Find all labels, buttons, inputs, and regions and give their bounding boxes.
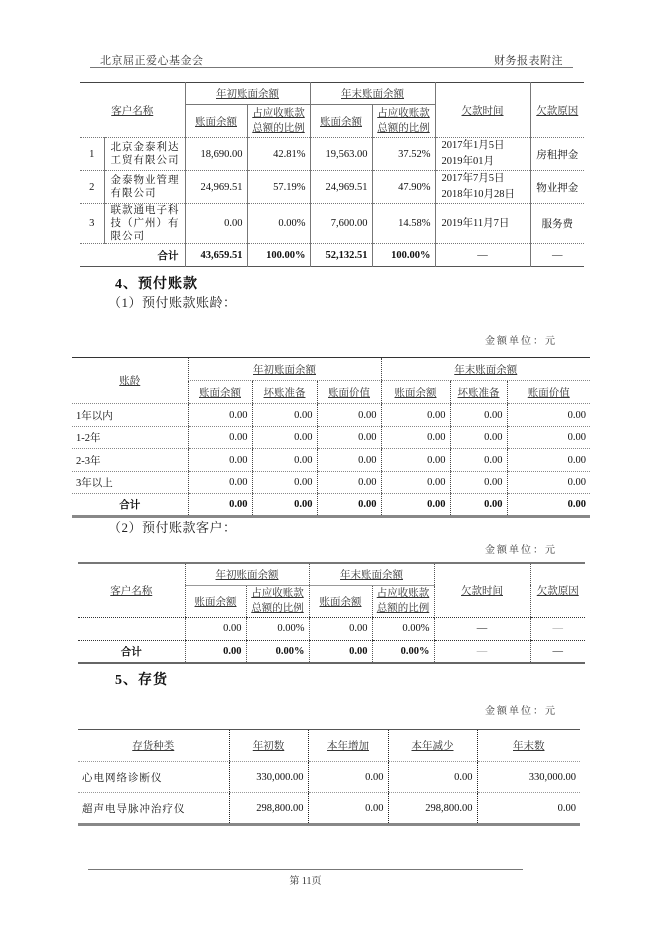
value-cell: 0.00 — [188, 427, 252, 449]
table-row — [80, 138, 584, 171]
total-value: 0.00 — [450, 494, 507, 517]
closing-balance: 19,563.00 — [310, 138, 372, 171]
total-closing-balance: 52,132.51 — [310, 244, 372, 267]
header-closing-balance: 账面余额 — [310, 105, 372, 138]
aging-subtitle: （1）预付账款账龄： — [108, 295, 237, 310]
opening-balance: 0.00 — [185, 204, 247, 244]
table-row — [78, 793, 580, 825]
opening-balance: 24,969.51 — [185, 171, 247, 204]
total-closing-balance: 0.00 — [309, 640, 372, 663]
table-row — [72, 404, 590, 427]
closing-balance: 24,969.51 — [310, 171, 372, 204]
value-cell: 0.00 — [507, 404, 590, 427]
aging-label: 2-3年 — [72, 449, 188, 472]
closing-value: 0.00 — [477, 793, 580, 825]
total-label: 合计 — [80, 244, 185, 267]
total-closing-ratio: 100.00% — [372, 244, 435, 267]
value-cell: 0.00 — [252, 427, 317, 449]
due-reason: 物业押金 — [530, 171, 584, 204]
receivables-table — [80, 82, 584, 267]
value-cell: 0.00 — [252, 404, 317, 427]
total-row — [80, 244, 584, 267]
section-4-title: 4、预付账款 — [115, 277, 198, 292]
table-row — [80, 204, 584, 244]
value-cell: 0.00 — [381, 427, 450, 449]
aging-label: 1年以内 — [72, 404, 188, 427]
header-category: 存货种类 — [78, 730, 229, 762]
total-label: 合计 — [72, 494, 188, 517]
decrease-value: 0.00 — [388, 762, 477, 793]
value-cell: 0.00 — [252, 449, 317, 472]
value-cell: 0.00 — [450, 449, 507, 472]
value-cell: 0.00 — [188, 404, 252, 427]
header-aging: 账龄 — [72, 358, 188, 404]
table-row — [72, 427, 590, 449]
total-value: 0.00 — [507, 494, 590, 517]
total-value: 0.00 — [188, 494, 252, 517]
customer-name: 联款通电子科技（广州）有限公司 — [104, 204, 185, 244]
opening-ratio: 0.00% — [247, 204, 310, 244]
closing-ratio: 0.00% — [372, 617, 434, 640]
header-opening-group: 年初账面余额 — [188, 358, 381, 381]
header-closing-balance: 账面余额 — [309, 585, 372, 617]
header-opening-ratio: 占应收账款 总额的比例 — [246, 585, 309, 617]
amount-unit-label: 金额单位：元 — [485, 336, 557, 347]
value-cell: 0.00 — [317, 427, 381, 449]
header-closing-balance: 账面余额 — [381, 381, 450, 404]
total-due-time: — — [435, 244, 530, 267]
total-opening-ratio: 0.00% — [246, 640, 309, 663]
header-due-reason: 欠款原因 — [530, 563, 585, 617]
header-opening-bad-debt: 坏账准备 — [252, 381, 317, 404]
opening-balance: 18,690.00 — [185, 138, 247, 171]
header-due-reason: 欠款原因 — [530, 83, 584, 138]
closing-ratio: 37.52% — [372, 138, 435, 171]
customer-subtitle: （2）预付账款客户： — [108, 520, 237, 535]
value-cell: 0.00 — [188, 472, 252, 494]
closing-balance: 7,600.00 — [310, 204, 372, 244]
prepayment-customer-table — [78, 562, 585, 664]
row-number: 3 — [80, 204, 104, 244]
closing-balance: 0.00 — [309, 617, 372, 640]
header-closing: 年末数 — [477, 730, 580, 762]
header-due-time: 欠款时间 — [435, 83, 530, 138]
aging-label: 3年以上 — [72, 472, 188, 494]
value-cell: 0.00 — [381, 472, 450, 494]
table-header-row — [78, 563, 585, 585]
header-decrease: 本年减少 — [388, 730, 477, 762]
header-closing-ratio: 占应收账款 总额的比例 — [372, 105, 435, 138]
header-divider — [90, 67, 573, 68]
aging-label: 1-2年 — [72, 427, 188, 449]
value-cell: 0.00 — [252, 472, 317, 494]
header-closing-group: 年末账面余额 — [381, 358, 590, 381]
opening-ratio: 57.19% — [247, 171, 310, 204]
header-closing-book-value: 账面价值 — [507, 381, 590, 404]
total-opening-balance: 43,659.51 — [185, 244, 247, 267]
value-cell: 0.00 — [450, 472, 507, 494]
total-due-reason: — — [530, 244, 584, 267]
total-row — [72, 494, 590, 517]
header-opening-ratio: 占应收账款 总额的比例 — [247, 105, 310, 138]
header-closing-ratio: 占应收账款 总额的比例 — [372, 585, 434, 617]
header-customer-name: 客户名称 — [80, 83, 185, 138]
due-time: 2017年1月5日 2019年01月 — [435, 138, 530, 171]
closing-ratio: 14.58% — [372, 204, 435, 244]
opening-ratio: 0.00% — [246, 617, 309, 640]
row-number: 2 — [80, 171, 104, 204]
due-reason: 服务费 — [530, 204, 584, 244]
value-cell: 0.00 — [507, 472, 590, 494]
value-cell: 0.00 — [450, 404, 507, 427]
value-cell: 0.00 — [507, 449, 590, 472]
total-due-time: — — [434, 640, 530, 663]
header-increase: 本年增加 — [308, 730, 388, 762]
customer-name: 金泰物业管理有限公司 — [104, 171, 185, 204]
total-row — [78, 640, 585, 663]
document-title: 财务报表附注 — [494, 55, 563, 67]
value-cell: 0.00 — [381, 404, 450, 427]
header-closing-group: 年末账面余额 — [310, 83, 435, 105]
header-closing-group: 年末账面余额 — [309, 563, 434, 585]
amount-unit-label: 金额单位：元 — [485, 706, 557, 717]
total-label: 合计 — [78, 640, 185, 663]
header-closing-bad-debt: 坏账准备 — [450, 381, 507, 404]
closing-value: 330,000.00 — [477, 762, 580, 793]
total-due-reason: — — [530, 640, 585, 663]
header-opening: 年初数 — [229, 730, 308, 762]
customer-name: 北京金泰利达工贸有限公司 — [104, 138, 185, 171]
inventory-category: 超声电导脉冲治疗仪 — [78, 793, 229, 825]
table-row — [80, 171, 584, 204]
due-time: 2017年7月5日 2018年10月28日 — [435, 171, 530, 204]
table-row — [78, 617, 585, 640]
value-cell: 0.00 — [381, 449, 450, 472]
table-row — [78, 762, 580, 793]
due-reason: 房租押金 — [530, 138, 584, 171]
total-value: 0.00 — [252, 494, 317, 517]
section-5-title: 5、存货 — [115, 673, 168, 688]
due-time: — — [434, 617, 530, 640]
total-value: 0.00 — [317, 494, 381, 517]
header-opening-balance: 账面余额 — [188, 381, 252, 404]
header-opening-group: 年初账面余额 — [185, 563, 309, 585]
prepayment-aging-table — [72, 357, 590, 518]
footer-divider — [88, 869, 523, 870]
table-row — [72, 472, 590, 494]
total-opening-balance: 0.00 — [185, 640, 246, 663]
header-due-time: 欠款时间 — [434, 563, 530, 617]
inventory-table — [78, 729, 580, 826]
opening-balance: 0.00 — [185, 617, 246, 640]
table-row — [72, 449, 590, 472]
total-opening-ratio: 100.00% — [247, 244, 310, 267]
total-closing-ratio: 0.00% — [372, 640, 434, 663]
inventory-category: 心电网络诊断仪 — [78, 762, 229, 793]
table-header-row — [80, 83, 584, 105]
total-value: 0.00 — [381, 494, 450, 517]
header-opening-balance: 账面余额 — [185, 585, 246, 617]
increase-value: 0.00 — [308, 793, 388, 825]
page-number: 第 11页 — [289, 876, 322, 887]
customer-name — [78, 617, 185, 640]
table-header-row — [72, 358, 590, 381]
opening-ratio: 42.81% — [247, 138, 310, 171]
value-cell: 0.00 — [450, 427, 507, 449]
header-opening-group: 年初账面余额 — [185, 83, 310, 105]
value-cell: 0.00 — [317, 472, 381, 494]
header-opening-balance: 账面余额 — [185, 105, 247, 138]
amount-unit-label: 金额单位：元 — [485, 545, 557, 556]
due-reason: — — [530, 617, 585, 640]
opening-value: 298,800.00 — [229, 793, 308, 825]
value-cell: 0.00 — [188, 449, 252, 472]
header-opening-book-value: 账面价值 — [317, 381, 381, 404]
decrease-value: 298,800.00 — [388, 793, 477, 825]
row-number: 1 — [80, 138, 104, 171]
increase-value: 0.00 — [308, 762, 388, 793]
due-time: 2019年11月7日 — [435, 204, 530, 244]
opening-value: 330,000.00 — [229, 762, 308, 793]
value-cell: 0.00 — [317, 404, 381, 427]
value-cell: 0.00 — [507, 427, 590, 449]
organization-name: 北京屈正爱心基金会 — [100, 55, 204, 67]
table-header-row — [78, 730, 580, 762]
header-customer-name: 客户名称 — [78, 563, 185, 617]
value-cell: 0.00 — [317, 449, 381, 472]
closing-ratio: 47.90% — [372, 171, 435, 204]
